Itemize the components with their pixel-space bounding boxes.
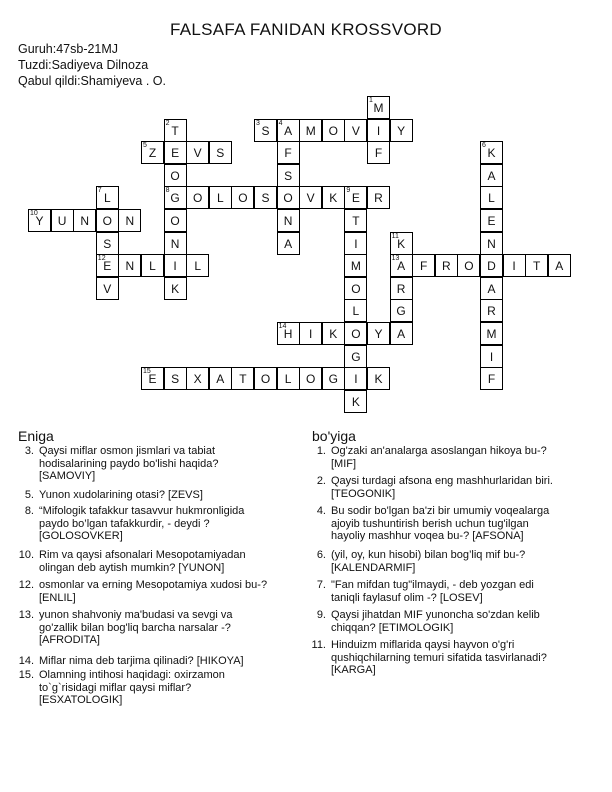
crossword-cell xyxy=(96,232,119,255)
crossword-cell xyxy=(299,186,322,209)
cell-letter: R xyxy=(441,259,451,274)
cell-letter: F xyxy=(374,146,383,161)
cell-letter: S xyxy=(284,168,293,183)
crossword-cell xyxy=(480,277,503,300)
cell-letter: K xyxy=(351,394,360,409)
cell-number: 7 xyxy=(97,187,102,195)
cell-letter: S xyxy=(261,123,270,138)
cell-letter: I xyxy=(376,123,381,138)
crossword-cell xyxy=(164,186,187,209)
crossword-cell xyxy=(548,254,571,277)
cell-letter: L xyxy=(352,304,360,319)
cell-letter: O xyxy=(238,191,248,206)
crossword-cell xyxy=(277,322,300,345)
crossword-cell xyxy=(164,367,187,390)
cell-letter: I xyxy=(489,349,494,364)
reviewer-label: Qabul qildi:Shamiyeva . O. xyxy=(18,74,166,88)
cell-letter: H xyxy=(283,327,293,341)
crossword-cell xyxy=(164,254,187,277)
crossword-cell xyxy=(299,367,322,390)
crossword-cell xyxy=(390,299,413,322)
cell-letter: A xyxy=(284,123,293,138)
cell-letter: Z xyxy=(148,146,157,161)
cell-letter: I xyxy=(512,259,516,274)
cell-letter: A xyxy=(216,372,225,387)
crossword-cell xyxy=(412,254,435,277)
cell-letter: T xyxy=(171,123,179,138)
cell-letter: K xyxy=(374,372,383,387)
page-title: FALSAFA FANIDAN KROSSVORD xyxy=(169,20,443,39)
crossword-cell xyxy=(164,277,187,300)
crossword-cell xyxy=(118,254,141,277)
crossword-cell xyxy=(344,209,367,232)
crossword-cell xyxy=(367,186,390,209)
cell-letter: O xyxy=(193,191,203,206)
crossword-cell xyxy=(322,119,345,142)
crossword-cell xyxy=(480,367,503,390)
crossword-cell xyxy=(390,119,413,142)
crossword-cell xyxy=(209,186,232,209)
crossword-cell xyxy=(367,367,390,390)
cell-letter: M xyxy=(486,327,497,341)
crossword-cell xyxy=(141,141,164,164)
crossword-cell xyxy=(96,209,119,232)
cell-letter: K xyxy=(397,236,406,251)
cell-letter: S xyxy=(261,191,270,206)
crossword-cell xyxy=(141,367,164,390)
crossword-cell xyxy=(344,299,367,322)
crossword-cell xyxy=(480,345,503,368)
crossword-cell xyxy=(344,186,367,209)
cell-letter: E xyxy=(148,372,157,387)
cell-letter: O xyxy=(170,168,180,183)
cell-letter: A xyxy=(487,168,496,183)
cell-number: 2 xyxy=(165,119,170,127)
cell-letter: R xyxy=(487,304,496,319)
crossword-cell xyxy=(480,232,503,255)
cell-letter: T xyxy=(533,259,541,274)
cell-letter: A xyxy=(284,236,293,251)
cell-letter: T xyxy=(239,372,247,387)
crossword-cell xyxy=(525,254,548,277)
group-label: Guruh:47sb-21MJ xyxy=(18,42,119,56)
cell-letter: L xyxy=(103,191,111,206)
crossword-cell xyxy=(480,141,503,164)
crossword-cell xyxy=(435,254,458,277)
cell-letter: O xyxy=(306,372,316,387)
cell-letter: L xyxy=(194,259,202,274)
cell-letter: S xyxy=(103,236,112,251)
crossword-cell xyxy=(96,277,119,300)
author-label: Tuzdi:Sadiyeva Dilnoza xyxy=(18,58,149,72)
cell-number: 5 xyxy=(143,142,147,150)
crossword-cell xyxy=(344,119,367,142)
cell-letter: G xyxy=(396,304,406,319)
crossword-cell xyxy=(367,119,390,142)
crossword-cell xyxy=(390,277,413,300)
cell-number: 8 xyxy=(165,187,170,195)
cell-letter: G xyxy=(170,191,180,206)
crossword-cell xyxy=(231,186,254,209)
cell-letter: Y xyxy=(397,123,406,138)
crossword-cell xyxy=(367,141,390,164)
cell-letter: V xyxy=(193,146,202,161)
cell-letter: N xyxy=(80,214,90,228)
crossword-cell xyxy=(277,367,300,390)
crossword-cell xyxy=(480,299,503,322)
cell-number: 13 xyxy=(391,255,400,263)
cell-number: 15 xyxy=(143,368,151,376)
crossword-cell xyxy=(277,209,300,232)
cell-letter: F xyxy=(284,146,292,161)
cell-letter: O xyxy=(351,281,361,296)
cell-number: 11 xyxy=(391,232,399,240)
cell-letter: I xyxy=(173,259,177,274)
cell-letter: A xyxy=(555,259,564,274)
crossword-cell xyxy=(480,209,503,232)
cell-letter: M xyxy=(373,101,384,115)
crossword-cell xyxy=(480,164,503,187)
cell-letter: R xyxy=(374,191,383,206)
crossword-cell xyxy=(344,254,367,277)
crossword-cell xyxy=(209,367,232,390)
cell-letter: N xyxy=(487,236,496,251)
crossword-cell xyxy=(164,119,187,142)
across-heading: Eniga xyxy=(18,428,54,444)
crossword-cell xyxy=(390,254,413,277)
cell-letter: N xyxy=(283,214,293,228)
cell-letter: V xyxy=(351,123,360,138)
cell-letter: I xyxy=(354,236,358,251)
cell-letter: G xyxy=(328,372,338,387)
crossword-cell xyxy=(254,119,277,142)
crossword-cell xyxy=(164,232,187,255)
cell-letter: V xyxy=(103,281,112,296)
cell-letter: O xyxy=(283,191,293,206)
crossword-cell xyxy=(51,209,74,232)
cell-letter: O xyxy=(328,123,338,138)
cell-letter: L xyxy=(216,191,224,206)
cell-letter: A xyxy=(397,259,406,274)
cell-letter: A xyxy=(487,281,496,296)
cell-letter: Y xyxy=(35,214,44,228)
cell-number: 4 xyxy=(278,119,283,127)
cell-letter: E xyxy=(103,259,112,274)
crossword-cell xyxy=(277,119,300,142)
cell-letter: O xyxy=(170,214,180,228)
crossword-cell xyxy=(344,322,367,345)
crossword-cell xyxy=(344,232,367,255)
cell-letter: Y xyxy=(374,327,383,341)
crossword-cell xyxy=(164,209,187,232)
cell-letter: S xyxy=(171,372,180,387)
cell-number: 9 xyxy=(346,187,351,195)
cell-letter: F xyxy=(420,259,428,274)
cell-number: 3 xyxy=(256,119,260,127)
crossword-cell xyxy=(367,96,390,119)
cell-letter: E xyxy=(171,146,180,161)
cell-number: 1 xyxy=(369,97,373,104)
crossword-cell xyxy=(277,186,300,209)
crossword-cell xyxy=(277,232,300,255)
crossword-cell xyxy=(457,254,480,277)
crossword-cell xyxy=(344,390,367,413)
cell-letter: M xyxy=(305,123,316,138)
cell-letter: L xyxy=(149,259,156,274)
cell-letter: G xyxy=(351,349,361,364)
crossword-cell xyxy=(96,254,119,277)
crossword-cell xyxy=(299,322,322,345)
crossword-cell xyxy=(322,367,345,390)
crossword-cell xyxy=(164,164,187,187)
cell-letter: X xyxy=(193,372,202,387)
cell-letter: L xyxy=(488,191,495,206)
crossword-cell xyxy=(277,164,300,187)
cell-letter: T xyxy=(352,214,360,228)
crossword-cell xyxy=(96,186,119,209)
cell-letter: O xyxy=(102,214,112,228)
cell-letter: E xyxy=(487,214,496,228)
crossword-cell xyxy=(164,141,187,164)
cell-letter: L xyxy=(284,372,292,387)
crossword-cell xyxy=(186,141,209,164)
crossword-cell xyxy=(390,232,413,255)
cell-letter: O xyxy=(464,259,474,274)
crossword-cell xyxy=(480,186,503,209)
cell-letter: I xyxy=(309,327,313,341)
cell-letter: N xyxy=(125,259,135,274)
cell-letter: N xyxy=(170,236,180,251)
crossword-cell xyxy=(73,209,96,232)
crossword-cell xyxy=(367,322,390,345)
cell-letter: E xyxy=(351,191,360,206)
crossword-cell xyxy=(503,254,526,277)
crossword-cell xyxy=(480,322,503,345)
crossword-cell xyxy=(28,209,51,232)
cell-letter: R xyxy=(396,281,406,296)
cell-letter: S xyxy=(216,146,225,161)
crossword-cell xyxy=(322,186,345,209)
cell-letter: A xyxy=(397,327,406,341)
cell-number: 14 xyxy=(278,323,287,330)
crossword-cell xyxy=(186,254,209,277)
cell-letter: K xyxy=(171,281,180,296)
crossword-cell xyxy=(344,277,367,300)
crossword-cell xyxy=(277,141,300,164)
crossword-cell xyxy=(344,345,367,368)
crossword-cell xyxy=(186,186,209,209)
cell-number: 10 xyxy=(30,210,38,217)
cell-letter: I xyxy=(354,372,358,387)
cell-letter: K xyxy=(487,146,496,161)
cell-number: 12 xyxy=(97,255,106,263)
crossword-cell xyxy=(118,209,141,232)
crossword-cell xyxy=(299,119,322,142)
cell-letter: D xyxy=(487,259,496,274)
crossword-cell xyxy=(344,367,367,390)
crossword-cell xyxy=(480,254,503,277)
cell-number: 6 xyxy=(482,142,486,150)
crossword-cell xyxy=(390,322,413,345)
cell-letter: N xyxy=(125,214,135,228)
cell-letter: U xyxy=(57,214,67,228)
cell-letter: F xyxy=(487,372,496,387)
cell-letter: V xyxy=(306,191,315,206)
crossword-cell xyxy=(254,186,277,209)
cell-letter: O xyxy=(351,327,361,341)
crossword-cell xyxy=(322,322,345,345)
crossword-cell xyxy=(209,141,232,164)
crossword-cell xyxy=(231,367,254,390)
cell-letter: K xyxy=(329,327,338,341)
down-heading: bo'yiga xyxy=(312,428,356,444)
cell-letter: O xyxy=(260,372,271,387)
crossword-cell xyxy=(186,367,209,390)
crossword-cell xyxy=(254,367,277,390)
cell-letter: K xyxy=(329,191,338,206)
crossword-cell xyxy=(141,254,164,277)
cell-letter: M xyxy=(350,259,361,274)
